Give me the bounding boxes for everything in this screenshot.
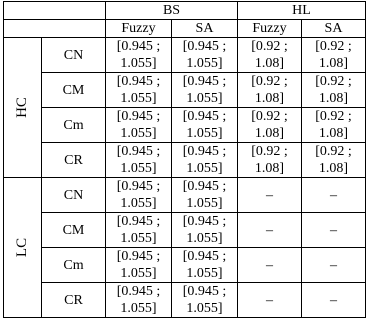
value-cell bbox=[302, 248, 366, 283]
value-cell bbox=[238, 283, 302, 318]
value-cell bbox=[302, 38, 366, 73]
value-cell bbox=[302, 213, 366, 248]
value-cell bbox=[172, 38, 238, 73]
value-line: 1.055] bbox=[186, 126, 223, 141]
value-line: 1.055] bbox=[120, 56, 157, 71]
value-cell bbox=[172, 248, 238, 283]
value-line: [0.945 ; bbox=[182, 179, 227, 194]
value-cell bbox=[106, 213, 172, 248]
value-line: 1.055] bbox=[186, 196, 223, 211]
value-cell bbox=[172, 108, 238, 143]
value-cell bbox=[172, 213, 238, 248]
value-line: [0.92 ; bbox=[315, 74, 352, 89]
row-label: Cm bbox=[42, 108, 106, 143]
value-line: 1.055] bbox=[120, 91, 157, 106]
header-corner bbox=[4, 2, 106, 20]
row-label: CM bbox=[42, 73, 106, 108]
header-group-bs: BS bbox=[106, 2, 238, 20]
empty-value: – bbox=[330, 187, 337, 203]
header-group-hl: HL bbox=[238, 2, 366, 20]
value-line: 1.055] bbox=[186, 56, 223, 71]
empty-value: – bbox=[266, 292, 273, 308]
value-line: 1.055] bbox=[186, 231, 223, 246]
results-table bbox=[3, 1, 366, 318]
value-cell bbox=[302, 283, 366, 318]
value-cell bbox=[106, 38, 172, 73]
row-label: CN bbox=[42, 178, 106, 213]
group-label: LC bbox=[13, 237, 30, 258]
header-row-methods bbox=[4, 20, 366, 38]
value-cell bbox=[302, 108, 366, 143]
value-line: 1.08] bbox=[254, 56, 285, 71]
header-method: Fuzzy bbox=[238, 20, 302, 38]
value-line: [0.945 ; bbox=[182, 284, 227, 299]
value-line: [0.945 ; bbox=[116, 74, 161, 89]
value-line: 1.08] bbox=[318, 91, 349, 106]
table-row bbox=[4, 73, 366, 108]
header-method: Fuzzy bbox=[106, 20, 172, 38]
value-cell bbox=[238, 38, 302, 73]
value-cell bbox=[238, 73, 302, 108]
value-line: 1.055] bbox=[186, 301, 223, 316]
row-label: CR bbox=[42, 143, 106, 178]
header-row-groups bbox=[4, 2, 366, 20]
empty-value: – bbox=[266, 257, 273, 273]
value-cell bbox=[302, 178, 366, 213]
table-row bbox=[4, 38, 366, 73]
value-cell bbox=[106, 73, 172, 108]
table-row bbox=[4, 283, 366, 318]
value-line: 1.08] bbox=[318, 56, 349, 71]
value-line: 1.055] bbox=[186, 266, 223, 281]
value-line: [0.945 ; bbox=[182, 249, 227, 264]
value-cell bbox=[238, 248, 302, 283]
value-cell bbox=[238, 143, 302, 178]
group-label: HC bbox=[14, 97, 30, 118]
empty-value: – bbox=[266, 222, 273, 238]
value-line: [0.945 ; bbox=[116, 39, 161, 54]
value-line: [0.92 ; bbox=[251, 144, 288, 159]
value-line: [0.945 ; bbox=[116, 284, 161, 299]
table-row bbox=[4, 108, 366, 143]
value-line: [0.945 ; bbox=[182, 214, 227, 229]
header-method: SA bbox=[172, 20, 238, 38]
table-row bbox=[4, 178, 366, 213]
empty-value: – bbox=[330, 292, 337, 308]
row-label: CM bbox=[42, 213, 106, 248]
value-line: 1.055] bbox=[120, 196, 157, 211]
empty-value: – bbox=[330, 257, 337, 273]
value-line: 1.055] bbox=[120, 161, 157, 176]
row-label: CN bbox=[42, 38, 106, 73]
value-line: [0.945 ; bbox=[116, 179, 161, 194]
value-line: [0.92 ; bbox=[315, 144, 352, 159]
value-line: [0.92 ; bbox=[251, 74, 288, 89]
header-corner-2 bbox=[4, 20, 106, 38]
table-row bbox=[4, 248, 366, 283]
value-line: [0.945 ; bbox=[182, 74, 227, 89]
value-cell bbox=[106, 248, 172, 283]
row-label: Cm bbox=[42, 248, 106, 283]
value-line: 1.055] bbox=[120, 266, 157, 281]
value-cell bbox=[106, 178, 172, 213]
value-line: 1.055] bbox=[120, 126, 157, 141]
value-cell bbox=[238, 178, 302, 213]
value-cell bbox=[302, 143, 366, 178]
value-line: 1.055] bbox=[186, 161, 223, 176]
value-line: 1.08] bbox=[254, 126, 285, 141]
value-cell bbox=[172, 73, 238, 108]
value-line: [0.945 ; bbox=[116, 109, 161, 124]
value-line: [0.92 ; bbox=[315, 39, 352, 54]
value-line: [0.92 ; bbox=[315, 109, 352, 124]
header-method: SA bbox=[302, 20, 366, 38]
value-line: 1.055] bbox=[186, 91, 223, 106]
value-line: 1.08] bbox=[318, 161, 349, 176]
value-cell bbox=[172, 283, 238, 318]
value-cell bbox=[172, 143, 238, 178]
value-line: [0.945 ; bbox=[182, 39, 227, 54]
row-label: CR bbox=[42, 283, 106, 318]
value-cell bbox=[106, 283, 172, 318]
value-line: [0.945 ; bbox=[182, 109, 227, 124]
value-cell bbox=[172, 178, 238, 213]
table-row bbox=[4, 213, 366, 248]
empty-value: – bbox=[330, 222, 337, 238]
value-cell bbox=[106, 143, 172, 178]
group-label-cell bbox=[4, 178, 42, 318]
value-line: 1.055] bbox=[120, 301, 157, 316]
value-line: 1.08] bbox=[318, 126, 349, 141]
value-line: 1.08] bbox=[254, 91, 285, 106]
value-cell bbox=[106, 108, 172, 143]
value-line: [0.945 ; bbox=[116, 144, 161, 159]
value-line: [0.945 ; bbox=[116, 249, 161, 264]
value-line: [0.945 ; bbox=[182, 144, 227, 159]
value-cell bbox=[238, 108, 302, 143]
value-line: [0.92 ; bbox=[251, 39, 288, 54]
value-cell bbox=[302, 73, 366, 108]
value-cell bbox=[238, 213, 302, 248]
value-line: [0.92 ; bbox=[251, 109, 288, 124]
value-line: [0.945 ; bbox=[116, 214, 161, 229]
value-line: 1.055] bbox=[120, 231, 157, 246]
table-row bbox=[4, 143, 366, 178]
group-label-cell bbox=[4, 38, 42, 178]
value-line: 1.08] bbox=[254, 161, 285, 176]
empty-value: – bbox=[266, 187, 273, 203]
